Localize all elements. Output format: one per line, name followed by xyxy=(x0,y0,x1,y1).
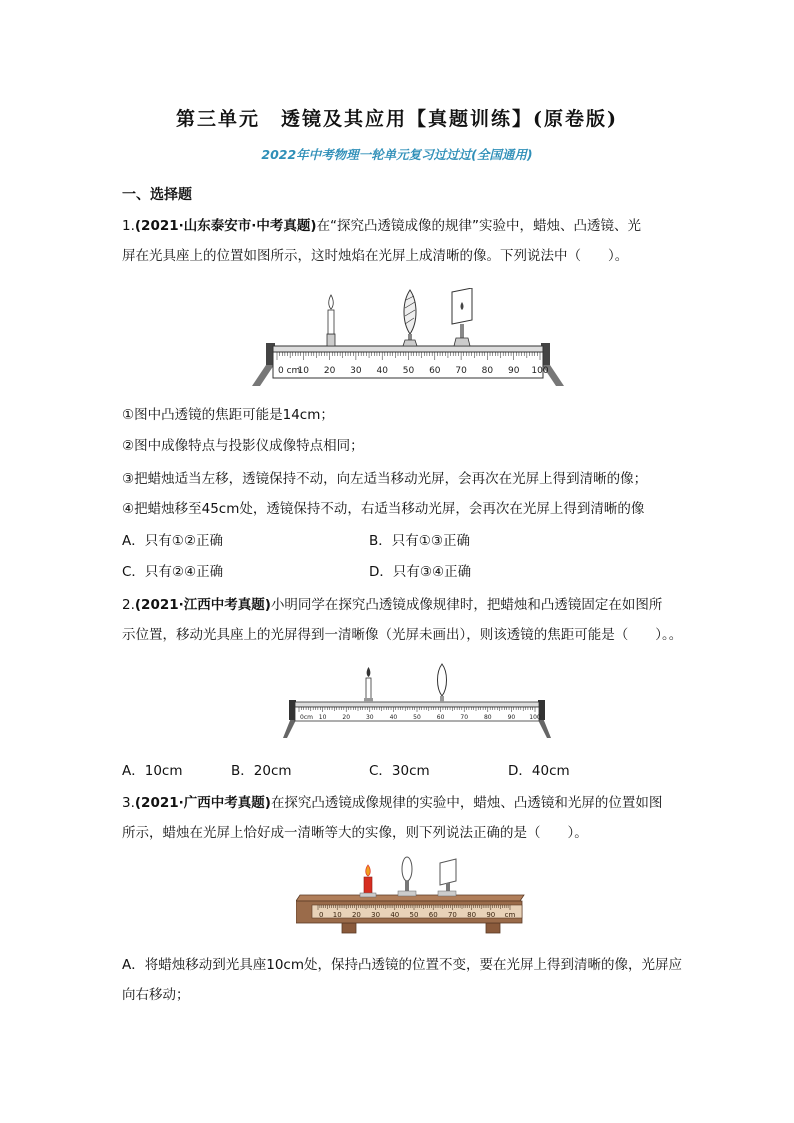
q1-ruler-label: 50 xyxy=(402,366,415,376)
q3-source: (2021·广西中考真题) xyxy=(134,795,271,811)
q1-candle-holder xyxy=(327,334,335,346)
q3-lens-icon xyxy=(402,857,412,881)
q3-ruler-label: 20 xyxy=(351,911,361,919)
q1-ruler-label: 70 xyxy=(455,366,467,376)
q2-option-b: B．20cm xyxy=(231,763,292,779)
q2-candle xyxy=(366,678,371,700)
q3-ruler-label: 40 xyxy=(390,911,400,919)
q3-ruler-label: 70 xyxy=(447,911,457,919)
q2-ruler-label: 70 xyxy=(460,714,469,721)
q2-rail xyxy=(295,702,539,707)
q1-ruler-label: 60 xyxy=(429,366,441,376)
q1-line2: 屏在光具座上的位置如图所示，这时烛焰在光屏上成清晰的像。下列说法中（ ）。 xyxy=(122,248,629,264)
q1-left-leg xyxy=(252,362,276,386)
q3-screen xyxy=(440,859,456,885)
q1-option-b: B．只有①③正确 xyxy=(369,533,470,549)
q1-flame-icon xyxy=(329,295,334,309)
q3-option-a xyxy=(122,950,697,1010)
q2-ruler-label: 50 xyxy=(413,714,421,721)
q3-right-foot xyxy=(486,923,500,933)
q3-ruler-label: 10 xyxy=(332,911,342,919)
q2-ruler-label: 90 xyxy=(507,714,516,721)
q2-option-d: D．40cm xyxy=(508,763,570,779)
q3-number: 3. xyxy=(122,795,135,811)
q2-ruler-label: 20 xyxy=(342,714,351,721)
q1-option-d: D．只有③④正确 xyxy=(369,564,472,580)
q2-ruler-label: 100 xyxy=(529,714,541,721)
q1-ruler-label: 0 cm xyxy=(278,366,301,376)
q1-statement-2: ②图中成像特点与投影仪成像特点相同； xyxy=(122,438,364,454)
q1-figure xyxy=(248,288,568,388)
q2-ruler-label: 0cm xyxy=(300,714,313,721)
section-heading: 一、选择题 xyxy=(122,187,192,203)
q1-option-c: C．只有②④正确 xyxy=(122,564,224,580)
q1-ruler-label: 20 xyxy=(323,366,336,376)
q3-left-foot xyxy=(342,923,356,933)
q1-source: (2021·山东泰安市·中考真题) xyxy=(134,218,317,234)
q1-ruler-label: 90 xyxy=(507,366,520,376)
q3-option-a-line2: 向右移动； xyxy=(122,987,190,1003)
page-title: 第三单元 透镜及其应用【真题训练】(原卷版) xyxy=(176,108,618,130)
q3-ruler-label: 50 xyxy=(409,911,419,919)
q1-line1: 在“探究凸透镜成像的规律”实验中，蜡烛、凸透镜、光 xyxy=(316,218,642,234)
q1-statement-4: ④把蜡烛移至45cm处，透镜保持不动，右适当移动光屏，会再次在光屏上得到清晰的像 xyxy=(122,501,645,517)
q1-ruler-label: 30 xyxy=(350,366,362,376)
q1-statement-3: ③把蜡烛适当左移，透镜保持不动，向左适当移动光屏，会再次在光屏上得到清晰的像； xyxy=(122,471,648,487)
q1-lens-holder xyxy=(403,340,417,346)
q1-ruler-label: 10 xyxy=(297,366,310,376)
q1-text xyxy=(122,211,697,271)
q2-lens-icon xyxy=(438,664,447,696)
q2-option-c: C．30cm xyxy=(369,763,430,779)
q1-lens-icon xyxy=(404,290,416,334)
q3-ruler-label: 30 xyxy=(371,911,381,919)
q3-line1: 在探究凸透镜成像规律的实验中，蜡烛、凸透镜和光屏的位置如图 xyxy=(270,795,663,811)
q3-ruler-label: cm xyxy=(504,911,516,919)
q2-line1: 小明同学在探究凸透镜成像规律时，把蜡烛和凸透镜固定在如图所 xyxy=(270,597,663,613)
q2-figure xyxy=(283,660,551,740)
q2-ruler-label: 30 xyxy=(365,714,374,721)
q3-ruler-label: 90 xyxy=(486,911,496,919)
q2-ruler-label: 60 xyxy=(436,714,445,721)
q2-text xyxy=(122,590,697,650)
q2-ruler-label: 10 xyxy=(318,714,327,721)
q2-option-a: A．10cm xyxy=(122,763,183,779)
q1-option-a: A．只有①②正确 xyxy=(122,533,223,549)
q3-option-a-line1: A．将蜡烛移动到光具座10cm处，保持凸透镜的位置不变，要在光屏上得到清晰的像，光屏应 xyxy=(122,957,682,973)
q3-ruler-label: 60 xyxy=(428,911,438,919)
q1-ruler-label: 100 xyxy=(531,366,549,376)
q1-rail xyxy=(273,346,543,352)
q3-candle xyxy=(364,877,372,895)
q2-line2: 示位置，移动光具座上的光屏得到一清晰像（光屏未画出），则该透镜的焦距可能是（ ）。。 xyxy=(122,627,683,643)
q1-candle xyxy=(328,310,334,334)
q1-statement-1: ①图中凸透镜的焦距可能是14cm； xyxy=(122,407,334,423)
q3-flame-icon xyxy=(366,865,371,876)
q1-screen-holder xyxy=(454,338,470,346)
q3-ruler-label: 80 xyxy=(467,911,477,919)
q1-ruler-label: 80 xyxy=(481,366,494,376)
q2-flame-icon xyxy=(367,667,371,677)
page-subtitle: 2022年中考物理一轮单元复习过过过(全国通用) xyxy=(261,147,533,162)
q3-text xyxy=(122,788,697,848)
q1-ruler-label: 40 xyxy=(376,366,388,376)
q2-ruler-label: 80 xyxy=(483,714,492,721)
q1-number: 1. xyxy=(122,218,135,234)
q2-source: (2021·江西中考真题) xyxy=(134,597,271,613)
q3-ruler-label: 0 xyxy=(319,911,324,919)
q2-number: 2. xyxy=(122,597,135,613)
q2-ruler-label: 40 xyxy=(389,714,398,721)
q3-figure xyxy=(296,855,526,935)
q3-line2: 所示，蜡烛在光屏上恰好成一清晰等大的实像，则下列说法正确的是（ ）。 xyxy=(122,825,588,841)
